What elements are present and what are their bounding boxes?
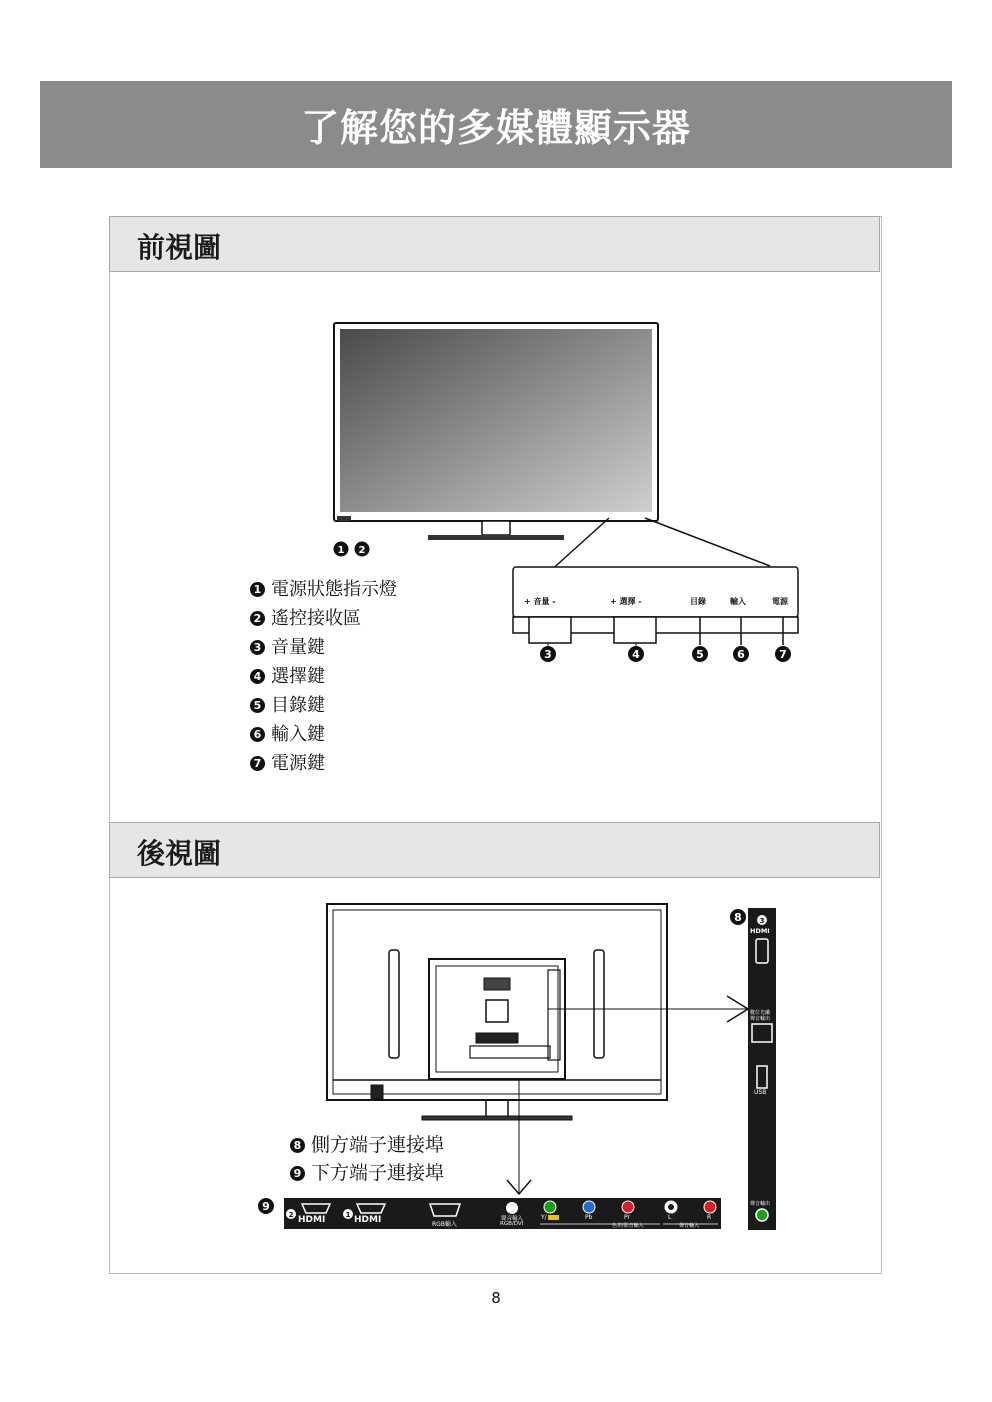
panel-label-power: 電源 xyxy=(772,597,788,606)
port-label-l: L xyxy=(668,1214,672,1221)
rear-legend-list xyxy=(290,1131,444,1187)
svg-text:1: 1 xyxy=(345,1211,351,1219)
port-label-audio-in2: 聲音輸入 xyxy=(679,1223,700,1229)
legend-number: 4 xyxy=(250,669,265,684)
port-label-audio-in: 聲音輸入 xyxy=(501,1216,524,1222)
legend-label: 輸入鍵 xyxy=(271,724,325,745)
legend-number: 9 xyxy=(290,1166,305,1181)
svg-text:8: 8 xyxy=(734,911,742,924)
legend-number: 3 xyxy=(250,640,265,655)
side-label-optical-sub: 聲音輸出 xyxy=(750,1016,771,1022)
legend-number: 8 xyxy=(290,1138,305,1153)
svg-text:1: 1 xyxy=(337,545,345,556)
svg-text:6: 6 xyxy=(737,648,745,661)
panel-label-volume: + 音量 - xyxy=(524,597,556,606)
svg-text:2: 2 xyxy=(358,545,366,556)
svg-text:2: 2 xyxy=(288,1211,294,1219)
side-label-optical: 數位光纖 xyxy=(750,1010,771,1016)
port-label-hdmi2: HDMI xyxy=(298,1215,326,1225)
svg-text:9: 9 xyxy=(262,1200,270,1213)
side-label-audio-out: 聲音輸出 xyxy=(750,1201,771,1207)
legend-number: 2 xyxy=(250,611,265,626)
legend-item xyxy=(290,1131,444,1159)
port-label-y xyxy=(541,1214,559,1221)
legend-label: 電源狀態指示燈 xyxy=(271,579,397,600)
side-label-hdmi3: HDMI xyxy=(750,927,770,935)
port-label-r: R xyxy=(707,1214,712,1221)
svg-text:3: 3 xyxy=(759,917,765,925)
callout-9 xyxy=(258,1198,274,1214)
legend-number: 5 xyxy=(250,698,265,713)
legend-label: 下方端子連接埠 xyxy=(311,1162,445,1184)
side-label-usb: USB xyxy=(754,1089,767,1096)
port-label-hdmi1: HDMI xyxy=(354,1215,382,1225)
port-label-rgb: RGB輸入 xyxy=(432,1221,457,1228)
port-label-pr: Pr xyxy=(624,1214,630,1221)
svg-text:4: 4 xyxy=(632,648,640,661)
legend-label: 側方端子連接埠 xyxy=(311,1134,445,1156)
port-label-component: 色差/影音輸入 xyxy=(612,1223,644,1229)
rear-view-heading: 後視圖 xyxy=(137,837,222,870)
callout-8 xyxy=(730,909,746,925)
legend-number: 6 xyxy=(250,727,265,742)
side-port-strip xyxy=(748,908,776,1230)
panel-label-select: + 選擇 - xyxy=(610,597,642,606)
svg-text:5: 5 xyxy=(696,648,704,661)
port-label-y-text: Y/ xyxy=(541,1214,547,1221)
front-view-heading: 前視圖 xyxy=(137,231,222,264)
port-label-audio-in-sub: RGB/DVI xyxy=(500,1221,524,1227)
panel-label-menu: 目錄 xyxy=(690,597,706,606)
panel-label-input: 輸入 xyxy=(730,597,746,606)
legend-number: 7 xyxy=(250,756,265,771)
legend-label: 選擇鍵 xyxy=(271,666,325,687)
page-title: 了解您的多媒體顯示器 xyxy=(300,106,691,150)
legend-item xyxy=(290,1159,444,1187)
svg-text:3: 3 xyxy=(544,648,552,661)
legend-label: 遙控接收區 xyxy=(271,608,361,629)
svg-text:7: 7 xyxy=(779,648,787,661)
legend-number: 1 xyxy=(250,582,265,597)
yellow-swatch xyxy=(548,1215,559,1220)
legend-label: 音量鍵 xyxy=(271,637,325,658)
legend-label: 目錄鍵 xyxy=(271,695,325,716)
legend-label: 電源鍵 xyxy=(271,753,325,774)
page-number: 8 xyxy=(491,1289,501,1307)
port-label-pb: Pb xyxy=(585,1214,593,1221)
